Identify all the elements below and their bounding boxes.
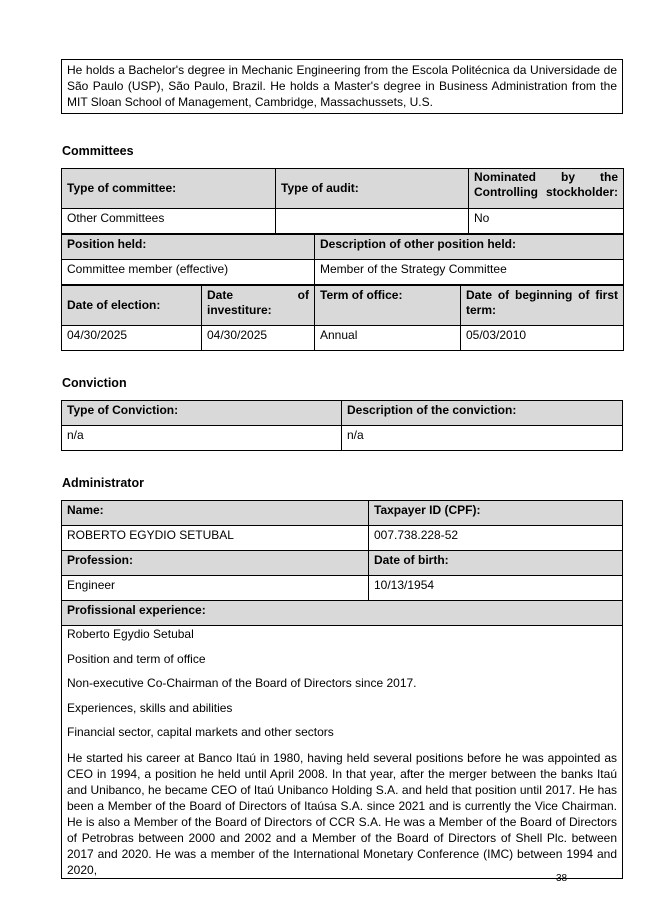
committees-grid bbox=[61, 168, 623, 351]
name-value: ROBERTO EGYDIO SETUBAL bbox=[62, 526, 369, 551]
conviction-description-value: n/a bbox=[342, 426, 623, 451]
first-term-date-label: Date of beginning of first term: bbox=[466, 288, 618, 317]
name-label: Name: bbox=[62, 501, 369, 526]
administrator-heading: Administrator bbox=[62, 476, 144, 490]
position-held-value: Committee member (effective) bbox=[62, 260, 315, 285]
conviction-type-value: n/a bbox=[62, 426, 342, 451]
committee-type-value: Other Committees bbox=[62, 209, 276, 234]
experience-paragraph: He started his career at Banco Itaú in 1980, having held several positions before he was appointed as CEO in 1994, a position he held until April 2008. In that year, after the merger between the banks Itaú and Unibanco, he became CEO of Itaú Unibanco Holding S.A. and held that position until 2017. He has been a Member of the Board of Directors of Itaúsa S.A. since 2021 and is currently the Vice Chairman. He is also a Member of the Board of Directors of CCR S.A. He was a Member of the Board of Directors of Petrobras between 2000 and 2002 and a Member of the Board of Directors of Shell Plc. between 2017 and 2020. He was a member of the International Monetary Conference (IMC) between 1994 and 2020, bbox=[67, 750, 617, 877]
profession-value: Engineer bbox=[62, 576, 369, 601]
committees-heading: Committees bbox=[62, 144, 134, 158]
page-number: 38 bbox=[556, 873, 568, 884]
other-position-label: Description of other position held: bbox=[315, 235, 624, 260]
experience-line: Experiences, skills and abilities bbox=[67, 700, 233, 715]
committee-type-label: Type of committee: bbox=[62, 169, 276, 209]
term-of-office-label: Term of office: bbox=[315, 286, 461, 326]
other-position-value: Member of the Strategy Committee bbox=[315, 260, 624, 285]
birth-date-label: Date of birth: bbox=[369, 551, 623, 576]
term-of-office-value: Annual bbox=[315, 326, 461, 351]
election-date-value: 04/30/2025 bbox=[62, 326, 202, 351]
investiture-date-label: Date of investiture: bbox=[207, 288, 309, 317]
position-held-label: Position held: bbox=[62, 235, 315, 260]
experience-label: Profissional experience: bbox=[62, 601, 623, 626]
conviction-table bbox=[61, 400, 623, 451]
audit-type-label: Type of audit: bbox=[276, 169, 469, 209]
nominated-label: Nominated by the Controlling stockholder: bbox=[474, 170, 618, 199]
cpf-value: 007.738.228-52 bbox=[369, 526, 623, 551]
nominated-value: No bbox=[469, 209, 624, 234]
experience-content bbox=[62, 626, 623, 879]
experience-line: Non-executive Co-Chairman of the Board of Directors since 2017. bbox=[67, 676, 417, 691]
education-paragraph: He holds a Bachelor's degree in Mechanic Engineering from the Escola Politécnica da Universidade de São Paulo (USP), São Paulo, Brazil. He holds a Master's degree in Business Administration from the MIT Sloan School of Management, Cambridge, Massachussets, U.S. bbox=[67, 63, 617, 109]
profession-label: Profession: bbox=[62, 551, 369, 576]
education-paragraph-box bbox=[61, 59, 623, 114]
investiture-date-value: 04/30/2025 bbox=[202, 326, 315, 351]
cpf-label: Taxpayer ID (CPF): bbox=[369, 501, 623, 526]
conviction-heading: Conviction bbox=[62, 376, 127, 390]
birth-date-value: 10/13/1954 bbox=[369, 576, 623, 601]
audit-type-value bbox=[276, 209, 469, 234]
election-date-label: Date of election: bbox=[62, 286, 202, 326]
first-term-date-value: 05/03/2010 bbox=[461, 326, 624, 351]
experience-line: Financial sector, capital markets and other sectors bbox=[67, 725, 334, 740]
conviction-description-label: Description of the conviction: bbox=[342, 401, 623, 426]
experience-line: Position and term of office bbox=[67, 651, 206, 666]
administrator-table bbox=[61, 500, 623, 879]
conviction-type-label: Type of Conviction: bbox=[62, 401, 342, 426]
experience-line: Roberto Egydio Setubal bbox=[67, 627, 194, 641]
